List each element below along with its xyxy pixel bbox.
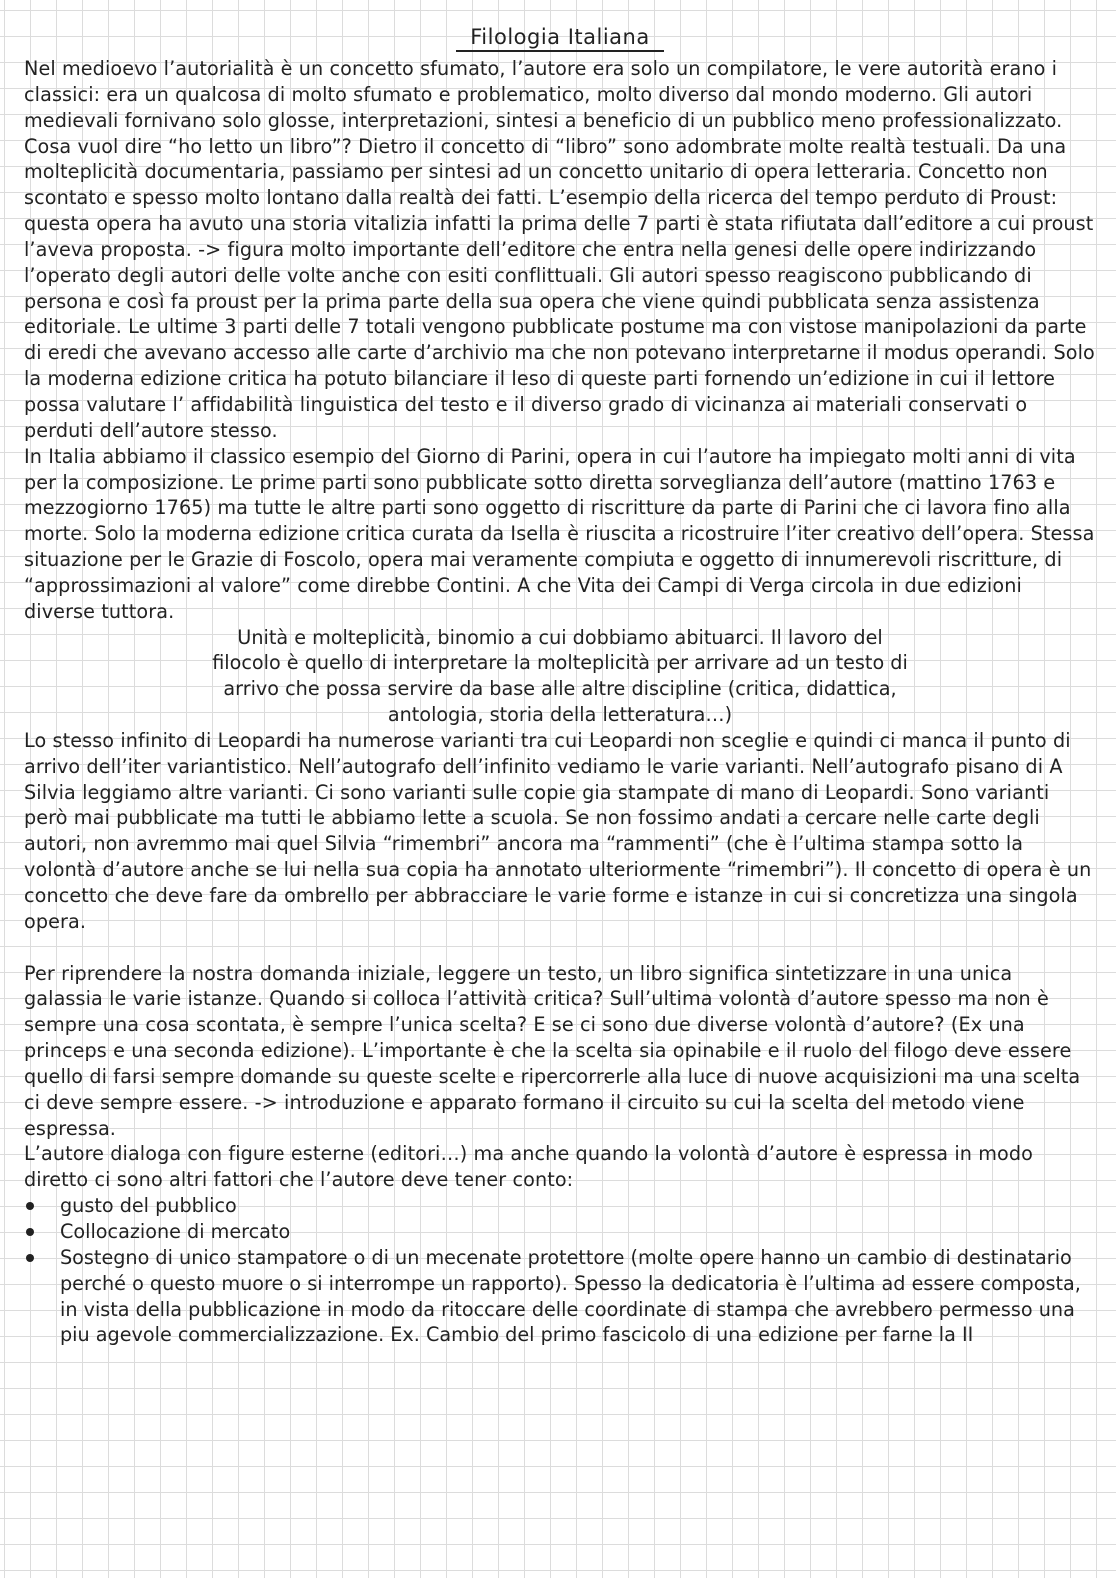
factors-list (24, 1193, 1096, 1348)
quote-block (24, 625, 1096, 728)
bullet-icon (26, 1202, 34, 1210)
list-item: gusto del pubblico (24, 1193, 1096, 1219)
paragraph-parini: In Italia abbiamo il classico esempio del Giorno di Parini, opera in cui l’autore ha impiegato molti anni di vita per la composizione. Le prime parti sono pubblicate sotto diretta sorveglianza dell’autore (mattino 1763 e mezzogiorno 1765) ma tutte le altre parti sono oggetto di riscritture da parte di Parini che ci lavora fino alla morte. Solo la moderna edizione critica curata da Isella è riuscita a ricostruire l’iter creativo dell’opera. Stessa situazione per le Grazie di Foscolo, opera mai veramente compiuta e oggetto di innumerevoli riscritture, di “approssimazioni al valore” come direbbe Contini. A che Vita dei Campi di Verga circola in due edizioni diverse tuttora. (24, 444, 1095, 623)
paragraph-domanda: Per riprendere la nostra domanda iniziale, leggere un testo, un libro significa sintetizzare in una unica galassia le varie istanze. Quando si colloca l’attività critica? Sull’ultima volontà d’autore spesso ma non è sempre una cosa scontata, è sempre l’unica scelta? E se ci sono due diverse volontà d’autore? (Ex una princeps e una seconda edizione). L’importante è che la scelta sia opinabile e il ruolo del filogo deve essere quello di farsi sempre domande su queste scelte e ripercorrerle alla luce di nuove acquisizioni ma una scelta ci deve sempre essere. -> introduzione e apparato formano il circuito su cui la scelta del metodo viene espressa. (24, 961, 1081, 1140)
list-item: Sostegno di unico stampatore o di un mecenate protettore (molte opere hanno un cambio di destinatario perché o questo muore o si interrompe un rapporto). Spesso la dedicatoria è l’ultima ad essere composta, in vista della pubblicazione in modo da ritoccare delle coordinate di stampa che avrebbero permesso una piu agevole commercializzazione. Ex. Cambio del primo fascicolo di una edizione per farne la II (24, 1245, 1096, 1348)
quote-line: antologia, storia della letteratura…) (387, 703, 733, 727)
quote-line: arrivo che possa servire da base alle altre discipline (critica, didattica, (223, 677, 897, 701)
paragraph-autore: L’autore dialoga con figure esterne (editori…) ma anche quando la volontà d’autore è espressa in modo diretto ci sono altri fattori che l’autore deve tener conto: (24, 1142, 1033, 1192)
bullet-icon (26, 1254, 34, 1262)
list-item: Collocazione di mercato (24, 1219, 1096, 1245)
page-title: Filologia Italiana (24, 24, 1096, 52)
notes-page (24, 24, 1096, 1348)
bullet-icon (26, 1228, 34, 1236)
paragraph-proust: Cosa vuol dire “ho letto un libro”? Dietro il concetto di “libro” sono adombrate molte realtà testuali. Da una molteplicità documentaria, passiamo per sintesi ad un concetto unitario di opera letteraria. Concetto non scontato e spesso molto lontano dalla realtà dei fatti. L’esempio della ricerca del tempo perduto di Proust: questa opera ha avuto una storia vitalizia infatti la prima delle 7 parti è stata rifiutata dall’editore a cui proust l’aveva proposta. -> figura molto importante dell’editore che entra nella genesi delle opere indirizzando l’operato degli autori delle volte anche con esiti conflittuali. Gli autori spesso reagiscono pubblicando di persona e così fa proust per la prima parte della sua opera che viene quindi pubblicata senza assistenza editoriale. Le ultime 3 parti delle 7 totali vengono pubblicate postume ma con vistose manipolazioni da parte di eredi che avevano accesso alle carte d’archivio ma che non potevano interpretarne il modus operandi. Solo la moderna edizione critica ha potuto bilanciare il leso di queste parti fornendo un’edizione in cui il lettore possa valutare l’ affidabilità linguistica del testo e il diverso grado di vicinanza ai materiali conservati o perduti dell’autore stesso. (24, 134, 1095, 442)
quote-line: Unità e molteplicità, binomio a cui dobbiamo abituarci. Il lavoro del (237, 625, 883, 649)
paragraph-leopardi: Lo stesso infinito di Leopardi ha numerose varianti tra cui Leopardi non sceglie e quindi ci manca il punto di arrivo dell’iter variantistico. Nell’autografo dell’infinito vediamo le varie varianti. Nell’autografo pisano di A Silvia leggiamo altre varianti. Ci sono varianti sulle copie gia stampate di mano di Leopardi. Sono varianti però mai pubblicate ma tutti le abbiamo lette a scuola. Se non fossimo andati a cercare nelle carte degli autori, non avremmo mai quel Silvia “rimembri” ancora ma “rammenti” (che è l’ultima stampa sotto la volontà d’autore anche se lui nella sua copia ha annotato ulteriormente “rimembri”). Il concetto di opera è un concetto che deve fare da ombrello per abbracciare le varie forme e istanze in cui si concretizza una singola opera. (24, 728, 1092, 933)
quote-line: filocolo è quello di interpretare la molteplicità per arrivare ad un testo di (212, 651, 908, 675)
blank-line (24, 935, 1096, 961)
paragraph-medioevo: Nel medioevo l’autorialità è un concetto sfumato, l’autore era solo un compilatore, le vere autorità erano i classici: era un qualcosa di molto sfumato e problematico, molto diverso dal mondo moderno. Gli autori medievali fornivano solo glosse, interpretazioni, sintesi a beneficio di un pubblico meno professionalizzato. (24, 57, 1063, 132)
